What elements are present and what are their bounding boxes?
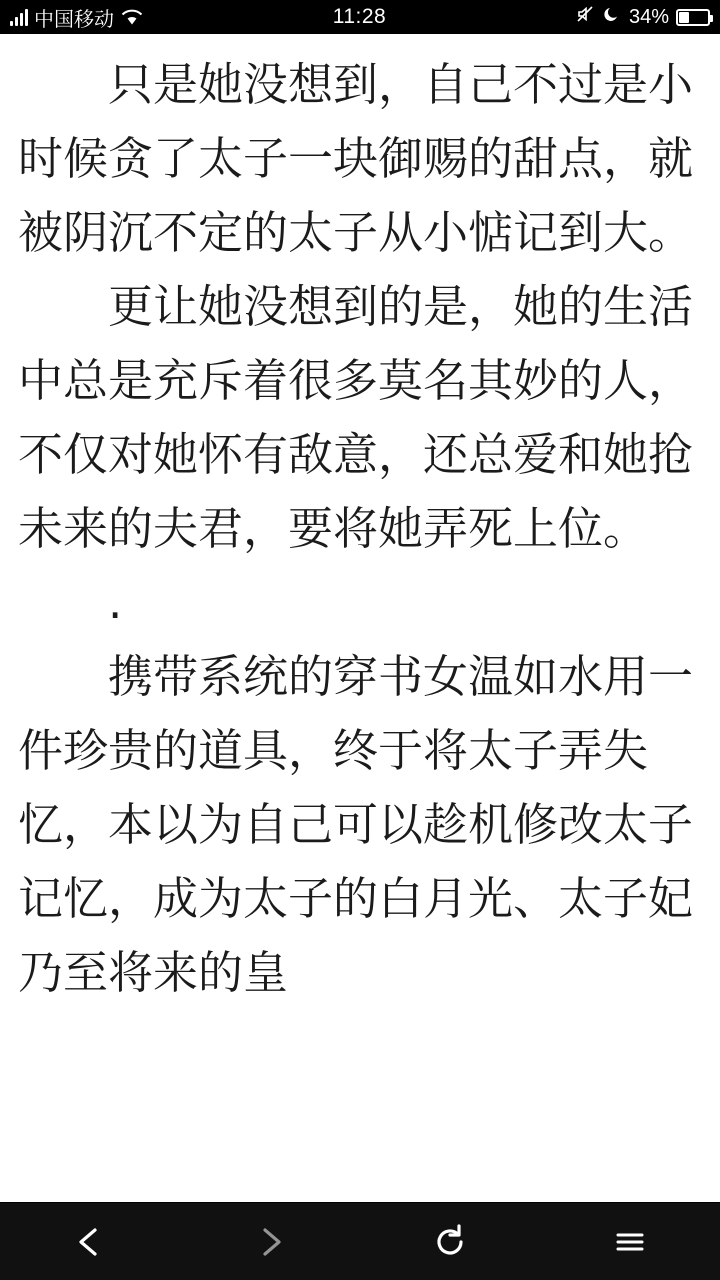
wifi-icon bbox=[120, 8, 144, 26]
paragraph: 只是她没想到，自己不过是小时候贪了太子一块御赐的甜点，就被阴沉不定的太子从小惦记到大。 bbox=[18, 58, 694, 259]
paragraph: 携带系统的穿书女温如水用一件珍贵的道具，终于将太子弄失忆，本以为自己可以趁机修改太子记忆，成为太子的白月光、太子妃乃至将来的皇 bbox=[18, 650, 694, 999]
battery-percent-label: 34% bbox=[628, 5, 669, 28]
paragraph: . bbox=[108, 576, 123, 629]
status-bar-left bbox=[10, 3, 144, 32]
back-button[interactable] bbox=[0, 1203, 180, 1280]
clock-label: 11:28 bbox=[332, 5, 387, 28]
signal-icon bbox=[10, 8, 28, 26]
refresh-icon bbox=[430, 1222, 470, 1262]
forward-button[interactable] bbox=[180, 1203, 360, 1280]
paragraph: 更让她没想到的是，她的生活中总是充斥着很多莫名其妙的人，不仅对她怀有敌意，还总爱和她抢未来的夫君，要将她弄死上位。 bbox=[18, 280, 694, 555]
do-not-disturb-icon bbox=[602, 4, 622, 30]
battery-icon bbox=[676, 9, 710, 26]
chevron-right-icon bbox=[250, 1222, 290, 1262]
reader-content[interactable] bbox=[0, 34, 720, 1202]
carrier-label: 中国移动 bbox=[34, 8, 114, 31]
refresh-button[interactable] bbox=[360, 1203, 540, 1280]
chevron-left-icon bbox=[70, 1222, 110, 1262]
status-bar-right bbox=[575, 4, 710, 30]
bottom-toolbar bbox=[0, 1202, 720, 1280]
status-bar bbox=[0, 0, 720, 34]
hamburger-menu-icon bbox=[610, 1222, 650, 1262]
mute-icon bbox=[575, 4, 595, 30]
menu-button[interactable] bbox=[540, 1203, 720, 1280]
